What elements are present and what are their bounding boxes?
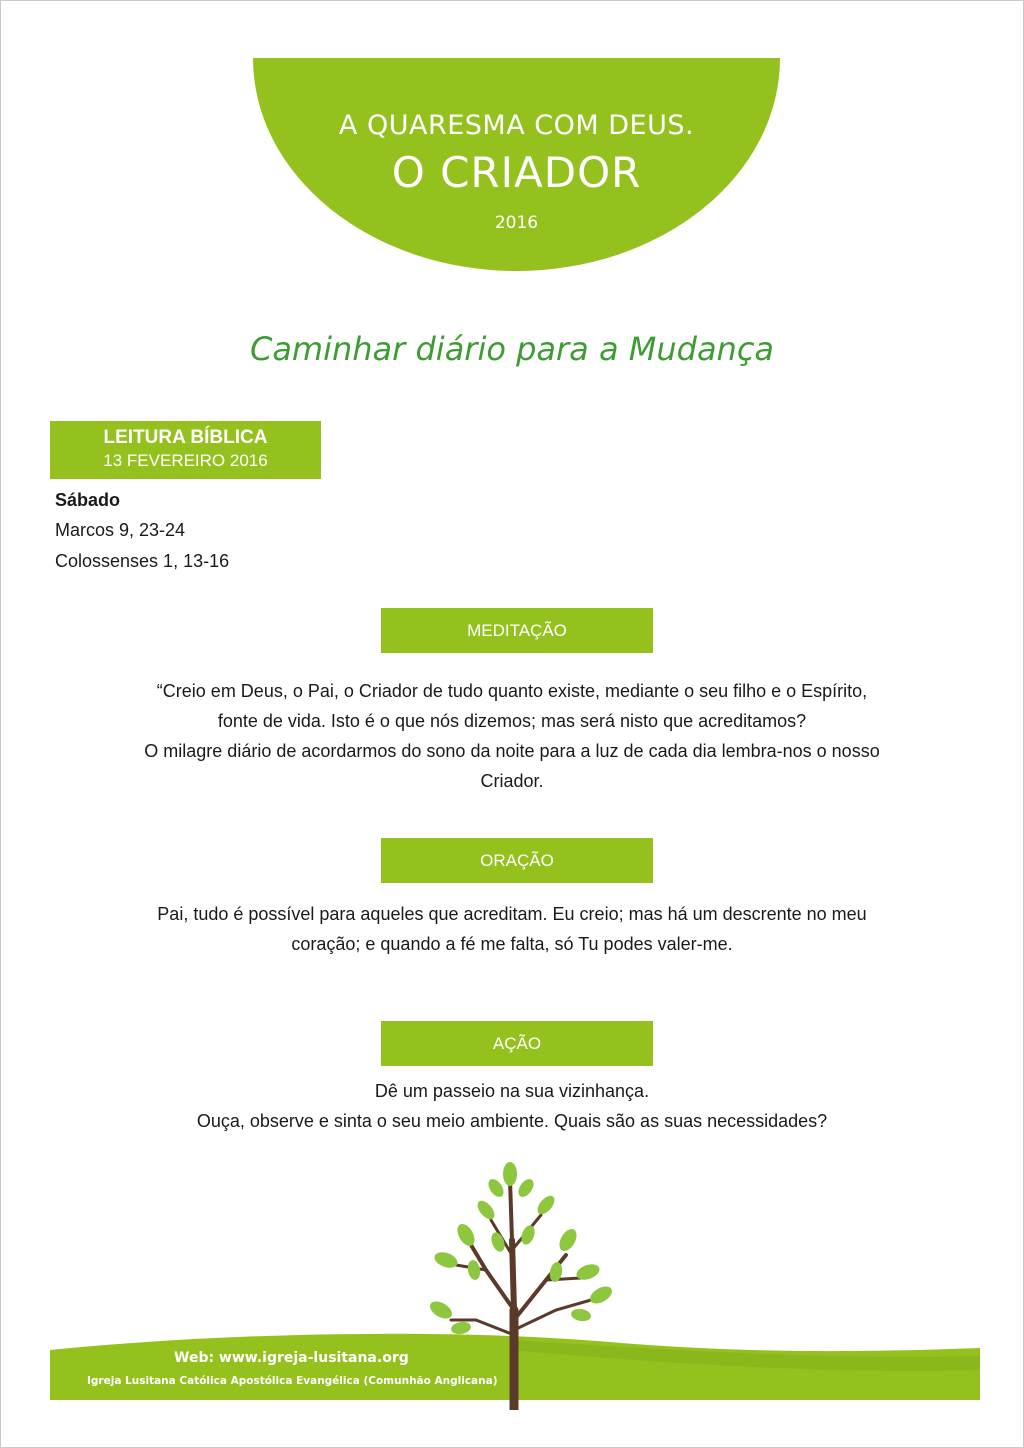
acao-line: Dê um passeio na sua vizinhança. [374,1081,650,1101]
acao-text [80,1076,944,1136]
section-label-meditacao: MEDITAÇÃO [381,608,653,653]
reading-reference: Colossenses 1, 13-16 [55,551,230,571]
footer-website: Web: www.igreja-lusitana.org [174,1350,409,1366]
reading-day: Sábado [55,490,121,510]
meditacao-text [80,676,944,796]
acao-line: Ouça, observe e sinta o seu meio ambiente. Quais são as suas necessidades? [196,1111,828,1131]
meditacao-line: O milagre diário de acordarmos do sono da noite para a luz de cada dia lembra-nos o nosso [144,741,880,761]
meditacao-line: Criador. [480,771,544,791]
reading-reference: Marcos 9, 23-24 [55,520,186,540]
leitura-biblica-box [50,421,321,479]
header-title-line2: O CRIADOR [391,148,642,197]
page-subtitle: Caminhar diário para a Mudança [249,330,775,368]
tree-illustration [416,1160,616,1410]
section-label-acao: AÇÃO [381,1021,653,1066]
oracao-text [80,899,944,959]
meditacao-line: “Creio em Deus, o Pai, o Criador de tudo quanto existe, mediante o seu filho e o Espírito, [156,681,868,701]
section-label-oracao: ORAÇÃO [381,838,653,883]
leitura-title: LEITURA BÍBLICA [103,427,268,448]
footer-organization: Igreja Lusitana Católica Apostólica Evangélica (Comunhão Anglicana) [87,1375,498,1387]
oracao-line: Pai, tudo é possível para aqueles que acreditam. Eu creio; mas há um descrente no meu [157,904,867,924]
header-title-line1: A QUARESMA COM DEUS. [338,110,695,141]
meditacao-line: fonte de vida. Isto é o que nós dizemos; mas será nisto que acreditamos? [217,711,807,731]
oracao-line: coração; e quando a fé me falta, só Tu podes valer-me. [291,934,733,954]
header-year: 2016 [494,213,539,233]
leitura-date: 13 FEVEREIRO 2016 [103,451,268,470]
